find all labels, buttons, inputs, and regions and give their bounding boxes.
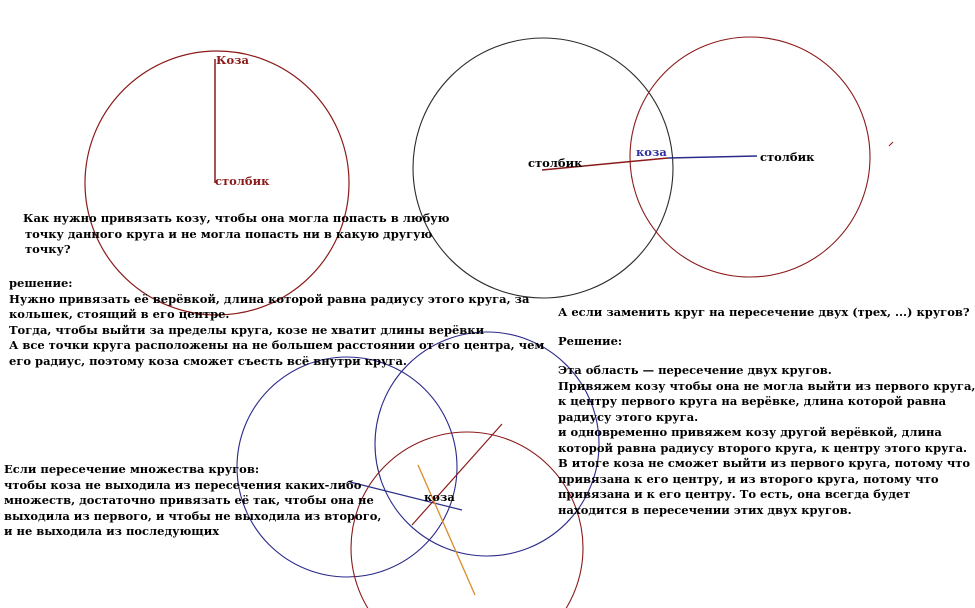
question-line: точку данного круга и не могла попасть ни в какую другую [25,226,433,241]
question-line: точку? [25,242,71,256]
figure2-post-right-label: столбик [760,150,815,164]
solution2-line: к центру первого круга на верёвке, длина которой равна [558,394,947,408]
figure1-goat-label: Коза [216,53,249,67]
solution2-line: находится в пересечении этих двух кругов. [558,502,852,517]
solution1-line: Тогда, чтобы выйти за пределы круга, козе не хватит длины верёвки [9,322,485,337]
figure2-post-left-label: столбик [528,156,583,170]
solution2-line: и одновременно привяжем козу другой верёвкой, длина [558,425,942,439]
solution2-title: Решение: [558,334,623,348]
solution1-line: А все точки круга расположены на не большем расстоянии от его центра, чем [9,338,545,352]
figure1-post-label: столбик [215,174,270,188]
figure3-goat-label: коза [424,490,455,504]
solution2-line: которой равна радиусу второго круга, к центру этого круга. [558,440,968,455]
solution3-line: и не выходила из последующих [4,524,220,538]
solution3-block [4,462,381,540]
solution1-line: решение: [9,276,73,290]
question-block [23,211,449,258]
figure2-goat-label: коза [636,145,667,159]
solution3-line: множеств, достаточно привязать её так, чтобы она не [4,493,374,507]
solution1-line: его радиус, поэтому коза сможет съесть всё внутри круга. [9,353,407,368]
figure2-rope-right [668,156,757,158]
solution3-line: Если пересечение множества кругов: [4,462,260,476]
solution2-block [558,363,975,518]
figure3-circle-bottom [351,432,583,608]
solution2-line: радиусу этого круга. [558,409,699,424]
solution2-line: привязана к его центру, и из второго круга, потому что [558,471,939,486]
question2-text: А если заменить круг на пересечение двух (трех, ...) кругов? [558,305,970,319]
figure2-edge-mark [889,142,893,146]
question-line: Как нужно привязать козу, чтобы она могла попасть в любую [23,211,450,225]
solution2-line: Привяжем козу чтобы она не могла выйти из первого круга, [558,378,975,393]
solution2-line: В итоге коза не сможет выйти из первого круга, потому что [558,456,971,470]
solution3-line: выходила из первого, и чтобы не выходила из второго, [4,508,382,523]
solution1-block [9,276,544,369]
solution1-line: кольшек, стоящий в его центре. [9,307,230,321]
figure3-rope-orange [418,465,475,595]
solution2-line: Эта область — пересечение двух кругов. [558,363,832,377]
solution3-line: чтобы коза не выходила из пересечения каких-либо [4,477,362,492]
solution1-line: Нужно привязать её верёвкой, длина которой равна радиусу этого круга, за [9,291,530,306]
solution2-line: привязана и к его центру. То есть, она всегда будет [558,487,911,501]
